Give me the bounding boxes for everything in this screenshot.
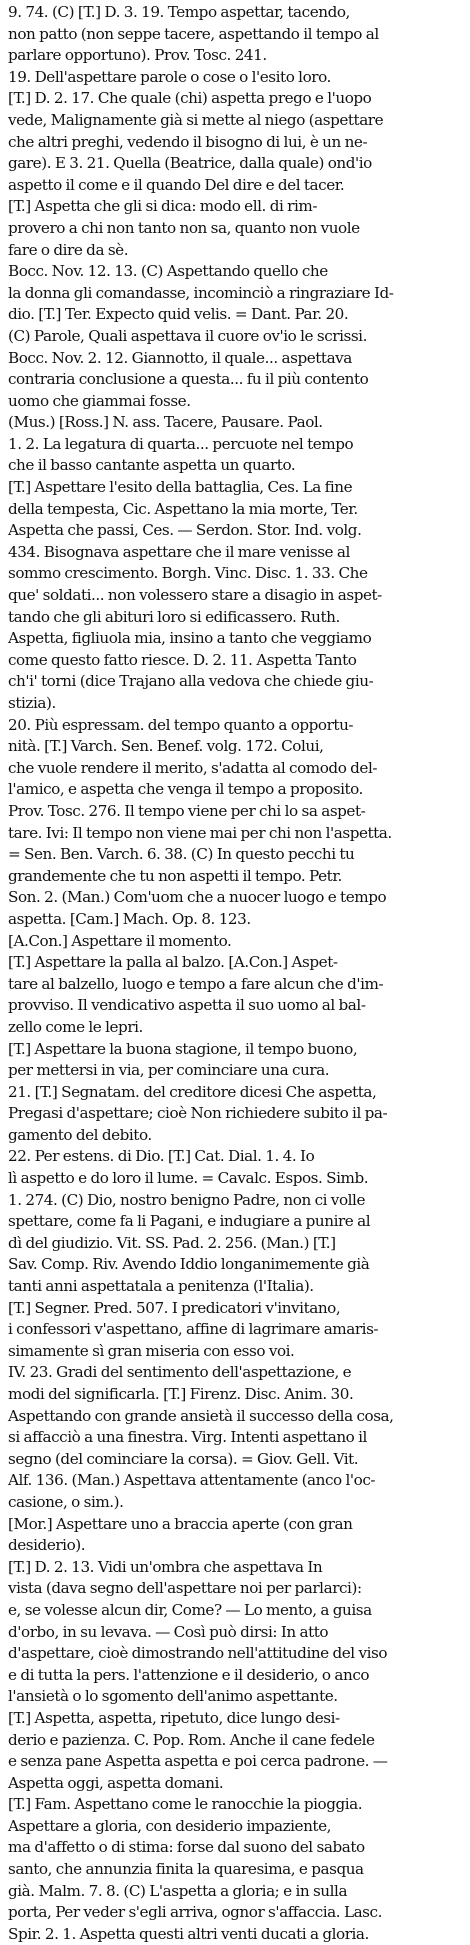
text-line: casione, o sim.). (8, 1492, 124, 1511)
text-line: Alf. 136. (Man.) Aspettava attentamente (anco l'oc- (8, 1471, 376, 1490)
text-line: grandemente che tu non aspetti il tempo. Petr. (8, 866, 342, 885)
text-line: gare). E 3. 21. Quella (Beatrice, dalla quale) ond'io (8, 154, 372, 173)
text-line: [Mor.] Aspettare uno a braccia aperte (con gran (8, 1514, 353, 1533)
text-line: d'orbo, in su levava. — Così può dirsi: In atto (8, 1622, 329, 1641)
text-line: stizia). (8, 694, 56, 712)
text-line: [A.Con.] Aspettare il momento. (8, 931, 232, 950)
text-line: [T.] Aspetta, aspetta, ripetuto, dice lungo desi- (8, 1708, 340, 1727)
text-line: della tempesta, Cic. Aspettano la mia morte, Ter. (8, 499, 358, 518)
text-line: fare o dire da sè. (8, 240, 129, 259)
text-line: aspetto il come e il quando Del dire e del tacer. (8, 175, 345, 194)
text-line: che il basso cantante aspetta un quarto. (8, 456, 296, 475)
text-line: [T.] Aspetta che gli si dica: modo ell. di rim- (8, 197, 317, 216)
text-line: Prov. Tosc. 276. Il tempo viene per chi lo sa aspet- (8, 801, 366, 820)
text-line: tare al balzello, luogo e tempo a fare alcun che d'im- (8, 974, 384, 993)
text-line: che vuole rendere il merito, s'adatta al comodo del- (8, 758, 378, 777)
text-line: santo, che annunzia finita la quaresima, e pasqua (8, 1860, 364, 1879)
text-line: Pregasi d'aspettare; cioè Non richiedere subito il pa- (8, 1104, 388, 1123)
text-line: e senza pane Aspetta aspetta e poi cerca padrone. — (8, 1752, 388, 1771)
text-line: nità. [T.] Varch. Sen. Benef. volg. 172. Colui, (8, 737, 324, 756)
text-line: Aspettando con grande ansietà il successo della cosa, (8, 1406, 394, 1425)
text-line: uomo che giammai fosse. (8, 391, 191, 410)
text-line: 20. Più espressam. del tempo quanto a opportu- (8, 715, 354, 734)
text-line: 1. 274. (C) Dio, nostro benigno Padre, non ci volle (8, 1190, 365, 1209)
text-line: vede, Malignamente già si mette al niego (aspettare (8, 110, 384, 129)
text-line: aspetta. [Cam.] Mach. Op. 8. 123. (8, 909, 251, 928)
text-line: spettare, come fa li Pagani, e indugiare a punire al (8, 1212, 371, 1231)
text-line: [T.] Segner. Pred. 507. I predicatori v'invitano, (8, 1298, 341, 1317)
text-line: 21. [T.] Segnatam. del creditore dicesi Che aspetta, (8, 1082, 377, 1101)
text-line: e di tutta la pers. l'attenzione e il desiderio, o anco (8, 1665, 370, 1684)
text-line: provviso. Il vendicativo aspetta il suo uomo al bal- (8, 996, 366, 1015)
text-line: lì aspetto e do loro il lume. = Cavalc. Espos. Simb. (8, 1169, 369, 1188)
text-line: que' soldati... non volessero stare a disagio in aspet- (8, 586, 382, 605)
text-line: vista (dava segno dell'aspettare noi per parlarci): (8, 1579, 362, 1598)
text-line: 22. Per estens. di Dio. [T.] Cat. Dial. 1. 4. Io (8, 1147, 315, 1166)
text-line: simamente sì gran miseria con esso voi. (8, 1341, 295, 1360)
text-line: porta, Per veder s'egli arriva, ognor s'affaccia. Lasc. (8, 1903, 382, 1922)
text-line: modi del significarla. [T.] Firenz. Disc. Anim. 30. (8, 1385, 354, 1403)
text-line: [T.] D. 2. 17. Che quale (chi) aspetta prego e l'uopo (8, 89, 372, 108)
text-line: non patto (non seppe tacere, aspettando il tempo al (8, 24, 379, 43)
text-line: [T.] Aspettare la palla al balzo. [A.Con.] Aspet- (8, 953, 338, 972)
text-line: zello come le lepri. (8, 1017, 143, 1036)
text-line: IV. 23. Gradi del sentimento dell'aspettazione, e (8, 1363, 352, 1382)
text-line: [T.] Fam. Aspettano come le ranocchie la pioggia. (8, 1795, 363, 1814)
text-line: sommo crescimento. Borgh. Vinc. Disc. 1. 33. Che (8, 564, 368, 583)
text-line: segno (del cominciare la corsa). = Giov. Gell. Vit. (8, 1449, 359, 1468)
text-line: per mettersi in via, per cominciare una cura. (8, 1061, 330, 1080)
text-line: Spir. 2. 1. Aspetta questi altri venti ducati a gloria. (8, 1924, 369, 1943)
text-line: 19. Dell'aspettare parole o cose o l'esito loro. (8, 67, 331, 86)
text-line: dì del giudizio. Vit. SS. Pad. 2. 256. (Man.) [T.] (8, 1233, 336, 1252)
text-line: tando che gli abituri loro si edificassero. Ruth. (8, 607, 340, 626)
text-line: ch'i' torni (dice Trajano alla vedova che chiede giu- (8, 672, 374, 691)
text-line: contraria conclusione a questa... fu il più contento (8, 370, 369, 389)
text-line: Bocc. Nov. 2. 12. Giannotto, il quale... aspettava (8, 348, 352, 367)
text-line: tanti anni aspettatala a penitenza (l'Italia). (8, 1277, 314, 1296)
text-line: desiderio). (8, 1536, 86, 1555)
text-line: come questo fatto riesce. D. 2. 11. Aspetta Tanto (8, 650, 357, 669)
text-line: dio. [T.] Ter. Expecto quid velis. = Dant. Par. 20. (8, 305, 349, 324)
text-line: [T.] Aspettare la buona stagione, il tempo buono, (8, 1039, 358, 1058)
text-line: derio e pazienza. C. Pop. Rom. Anche il cane fedele (8, 1730, 375, 1749)
text-line: Aspetta oggi, aspetta domani. (8, 1773, 224, 1792)
text-line: e, se volesse alcun dir, Come? — Lo mento, a guisa (8, 1600, 372, 1619)
text-line: Aspetta che passi, Ces. — Serdon. Stor. Ind. volg. (8, 521, 362, 540)
text-line: la donna gli comandasse, incominciò a ringraziare Id- (8, 283, 394, 302)
text-line: (Mus.) [Ross.] N. ass. Tacere, Pausare. Paol. (8, 413, 323, 432)
text-line: ma d'affetto o di stima: forse dal suono del sabato (8, 1838, 365, 1857)
text-line: tare. Ivi: Il tempo non viene mai per chi non l'aspetta. (8, 823, 392, 842)
text-line: Aspetta, figliuola mia, insino a tanto che veggiamo (8, 629, 372, 648)
text-line: (C) Parole, Quali aspettava il cuore ov'io le scrissi. (8, 326, 367, 345)
text-line: 9. 74. (C) [T.] D. 3. 19. Tempo aspettar, tacendo, (8, 3, 350, 21)
text-line: d'aspettare, cioè dimostrando nell'attitudine del viso (8, 1644, 388, 1663)
text-line: Bocc. Nov. 12. 13. (C) Aspettando quello che (8, 262, 328, 281)
text-line: si affacciò a una finestra. Virg. Intenti aspettano il (8, 1428, 367, 1447)
text-line: [T.] Aspettare l'esito della battaglia, Ces. La fine (8, 478, 353, 497)
text-line: i confessori v'aspettano, affine di lagrimare amaris- (8, 1320, 379, 1339)
text-line: Sav. Comp. Riv. Avendo Iddio longanimemente già (8, 1255, 370, 1274)
text-line: che altri preghi, vedendo il bisogno di lui, è un ne- (8, 132, 368, 151)
text-line: già. Malm. 7. 8. (C) L'aspetta a gloria; e in sulla (8, 1881, 348, 1900)
text-line: = Sen. Ben. Varch. 6. 38. (C) In questo pecchi tu (8, 845, 355, 864)
text-line: 1. 2. La legatura di quarta... percuote nel tempo (8, 434, 354, 453)
text-line: Son. 2. (Man.) Com'uom che a nuocer luogo e tempo (8, 888, 387, 907)
text-line: l'ansietà o lo sgomento dell'animo aspettante. (8, 1687, 338, 1706)
text-line: 434. Bisognava aspettare che il mare venisse al (8, 542, 350, 561)
text-line: Aspettare a gloria, con desiderio impaziente, (8, 1816, 331, 1835)
text-line: gamento del debito. (8, 1125, 152, 1144)
text-line: parlare opportuno). Prov. Tosc. 241. (8, 46, 267, 65)
text-line: l'amico, e aspetta che venga il tempo a proposito. (8, 780, 363, 799)
text-line: [T.] D. 2. 13. Vidi un'ombra che aspettava In (8, 1557, 323, 1576)
text-line: provero a chi non tanto non sa, quanto non vuole (8, 218, 360, 237)
